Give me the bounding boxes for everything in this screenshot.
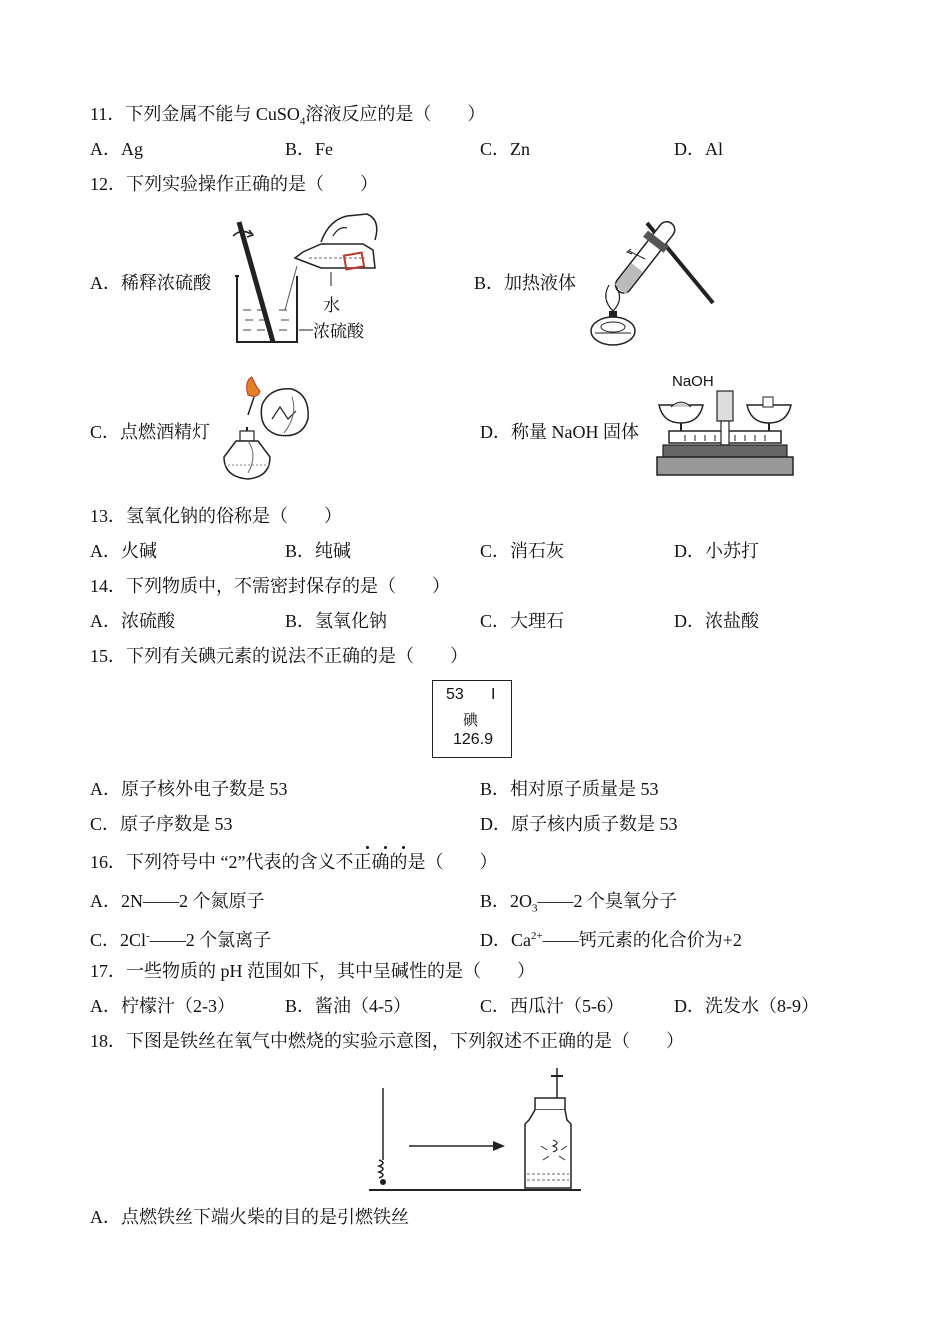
q17-option-b[interactable]: B．酱油（4-5） [285,996,411,1016]
q16-option-b[interactable]: B．$2O_3——2$ 个臭氧分子 [480,891,678,915]
emphasis-text: 不正确 [335,852,390,872]
q12-stem: 12．下列实验操作正确的是（ ） [90,174,378,194]
q13-option-b[interactable]: B．纯碱 [285,541,352,561]
emphasis-dot [384,846,387,849]
q18-stem: 18．下图是铁丝在氧气中燃烧的实验示意图，下列叙述不正确的是（ ） [90,1031,684,1051]
q13-option-c[interactable]: C．消石灰 [480,541,565,561]
q12-option-d[interactable]: D．称量 NaOH 固体 [480,422,639,442]
q11-option-a[interactable]: A．Ag [90,139,143,159]
acid-label: 浓硫酸 [313,322,364,341]
emphasis-dot [402,846,405,849]
q14-option-d[interactable]: D．浓盐酸 [674,611,759,631]
q11-stem: 11．下列金属不能与 CuSO$_4$溶液反应的是（ ） [90,104,486,128]
q16-option-a[interactable]: A．2N——2 个氮原子 [90,891,265,911]
light-lamp-figure [218,375,318,485]
q11-option-d[interactable]: D．Al [674,139,723,159]
naoh-label: NaOH [672,373,714,390]
q14-stem: 14．下列物质中，不需密封保存的是（ ） [90,576,450,596]
q13-option-a[interactable]: A．火碱 [90,541,157,561]
weigh-naoh-figure [655,385,795,480]
element-symbol: I [491,686,496,703]
q17-option-c[interactable]: C．西瓜汁（5-6） [480,996,624,1016]
q14-option-b[interactable]: B．氢氧化钠 [285,611,388,631]
water-label: 水 [323,296,340,315]
q14-option-a[interactable]: A．浓硫酸 [90,611,175,631]
q15-option-d[interactable]: D．原子核内质子数是 53 [480,814,678,834]
q17-stem: 17．一些物质的 pH 范围如下，其中呈碱性的是（ ） [90,961,535,981]
atomic-number: 53 [446,686,464,703]
q11-option-c[interactable]: C．Zn [480,139,531,159]
q16-option-d[interactable]: D．$Ca^{2+}——$钙元素的化合价为+2 [480,930,742,950]
q15-option-a[interactable]: A．原子核外电子数是 53 [90,779,288,799]
q11-option-b[interactable]: B．Fe [285,139,334,159]
q15-option-c[interactable]: C．原子序数是 53 [90,814,233,834]
q12-option-a[interactable]: A．稀释浓硫酸 [90,273,211,293]
iodine-element-card [432,680,512,758]
q17-option-d[interactable]: D．洗发水（8-9） [674,996,819,1016]
q18-option-a[interactable]: A．点燃铁丝下端火柴的目的是引燃铁丝 [90,1207,409,1227]
emphasis-dot [366,846,369,849]
q16-stem: 16．下列符号中 “2”代表的含义不正确的是（ ） [90,852,498,872]
q13-option-d[interactable]: D．小苏打 [674,541,759,561]
q14-option-c[interactable]: C．大理石 [480,611,565,631]
atomic-mass: 126.9 [453,731,494,748]
iron-wire-figure [365,1068,585,1193]
element-name: 碘 [463,712,479,729]
q15-stem: 15．下列有关碘元素的说法不正确的是（ ） [90,646,468,666]
q15-option-b[interactable]: B．相对原子质量是 53 [480,779,659,799]
q13-stem: 13．氢氧化钠的俗称是（ ） [90,506,342,526]
q12-option-c[interactable]: C．点燃酒精灯 [90,422,211,442]
q16-option-c[interactable]: C．2Cl-——2 个氯离子 [90,930,272,950]
q17-option-a[interactable]: A．柠檬汁（2-3） [90,996,235,1016]
q12-option-b[interactable]: B．加热液体 [474,273,577,293]
heat-liquid-figure [585,215,720,355]
